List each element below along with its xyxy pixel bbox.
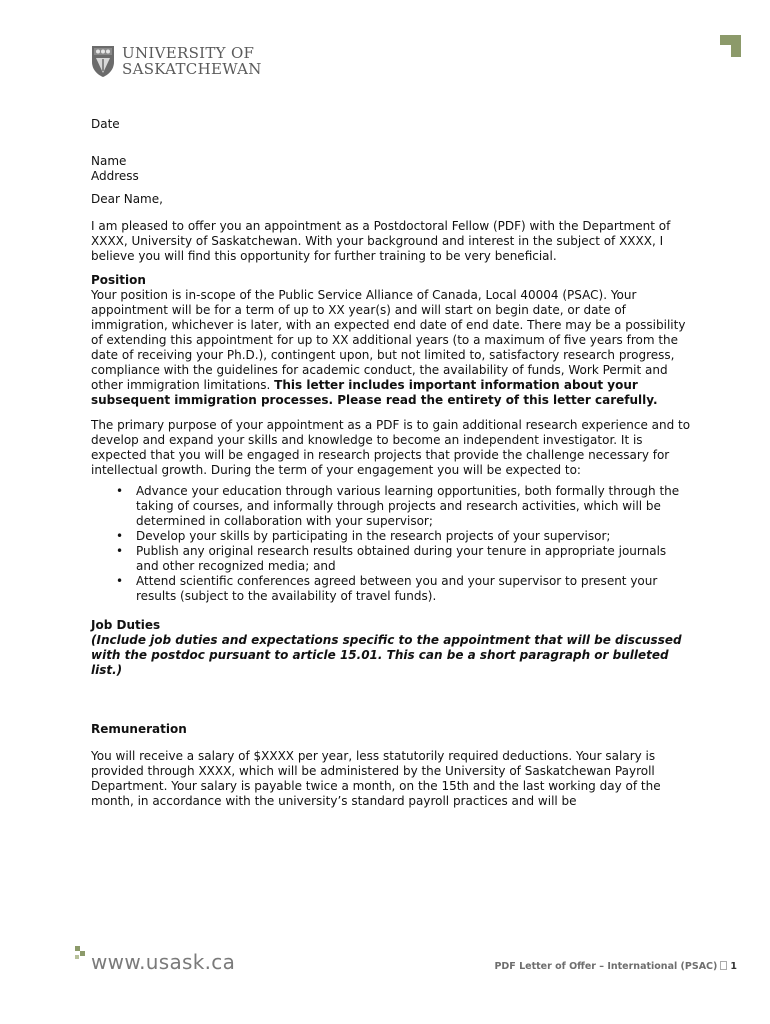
salutation: Dear Name, (91, 192, 163, 206)
corner-decoration-icon (720, 35, 741, 57)
list-item: • Attend scientific conferences agreed between you and your supervisor to present your results (subject to the availability of travel funds). (136, 574, 691, 604)
job-duties-heading: Job Duties (91, 618, 161, 632)
footer-document-title: PDF Letter of Offer – International (PSAC) (494, 961, 718, 972)
list-item: • Publish any original research results obtained during your tenure in appropriate journals and other recognized media; and (136, 544, 691, 574)
intro-paragraph: I am pleased to offer you an appointment as a Postdoctoral Fellow (PDF) with the Department of XXXX, University of Saskatchewan. With your background and interest in the subject of XXXX, I believe you will find this opportunity for further training to be very beneficial. (91, 219, 671, 263)
footer-accent-icon (75, 946, 87, 960)
purpose-paragraph: The primary purpose of your appointment as a PDF is to gain additional research experience and to develop and expand your skills and knowledge to become an independent investigator. It is expected that you will be engaged in research projects that provide the challenge necessary for intellectual growth. During the term of your engagement you will be expected to: (91, 418, 691, 477)
footer-website: www.usask.ca (91, 950, 236, 974)
university-crest-icon (90, 44, 116, 78)
expectations-list (91, 484, 691, 604)
remuneration-heading: Remuneration (91, 722, 187, 736)
placeholder-box-icon (720, 961, 727, 970)
footer-document-info (494, 961, 737, 973)
recipient-name: Name (91, 154, 127, 168)
logo-line-2: SASKATCHEWAN (122, 60, 262, 78)
letter-body (91, 117, 691, 809)
page-number: 1 (730, 961, 737, 972)
position-paragraph (91, 288, 691, 408)
letter-date: Date (91, 117, 120, 131)
university-logo (90, 44, 262, 78)
job-duties-note: (Include job duties and expectations specific to the appointment that will be discussed with the postdoc pursuant to article 15.01. This can be a short paragraph or bulleted list.) (91, 633, 682, 677)
list-item: • Advance your education through various learning opportunities, both formally through the taking of courses, and informally through projects and research activities, which will be determined in collaboration with your supervisor; (136, 484, 691, 529)
list-item: • Develop your skills by participating in the research projects of your supervisor; (136, 529, 691, 544)
position-important-note: This letter includes important information about your subsequent immigration processes. Please read the entirety of this letter carefully. (91, 378, 658, 407)
logo-line-1: UNIVERSITY OF (122, 44, 255, 62)
recipient-address: Address (91, 169, 139, 183)
position-heading: Position (91, 273, 146, 287)
position-text: Your position is in-scope of the Public Service Alliance of Canada, Local 40004 (PSAC). Your appointment will be for a term of up to XX year(s) and will start on begin date, or date of immigration, whichever is later, with an expected end date of end date. There may be a possibility of extending this appointment for up to XX additional years (to a maximum of five years from the date of receiving your Ph.D.), contingent upon, but not limited to, satisfactory research progress, compliance with the guidelines for academic conduct, the availability of funds, Work Permit and other immigration limitations. (91, 288, 686, 392)
remuneration-paragraph: You will receive a salary of $XXXX per year, less statutorily required deductions. Your salary is provided through XXXX, which will be administered by the University of Saskatchewan Payroll Department. Your salary is payable twice a month, on the 15th and the last working day of the month, in accordance with the university’s standard payroll practices and will be (91, 749, 661, 808)
